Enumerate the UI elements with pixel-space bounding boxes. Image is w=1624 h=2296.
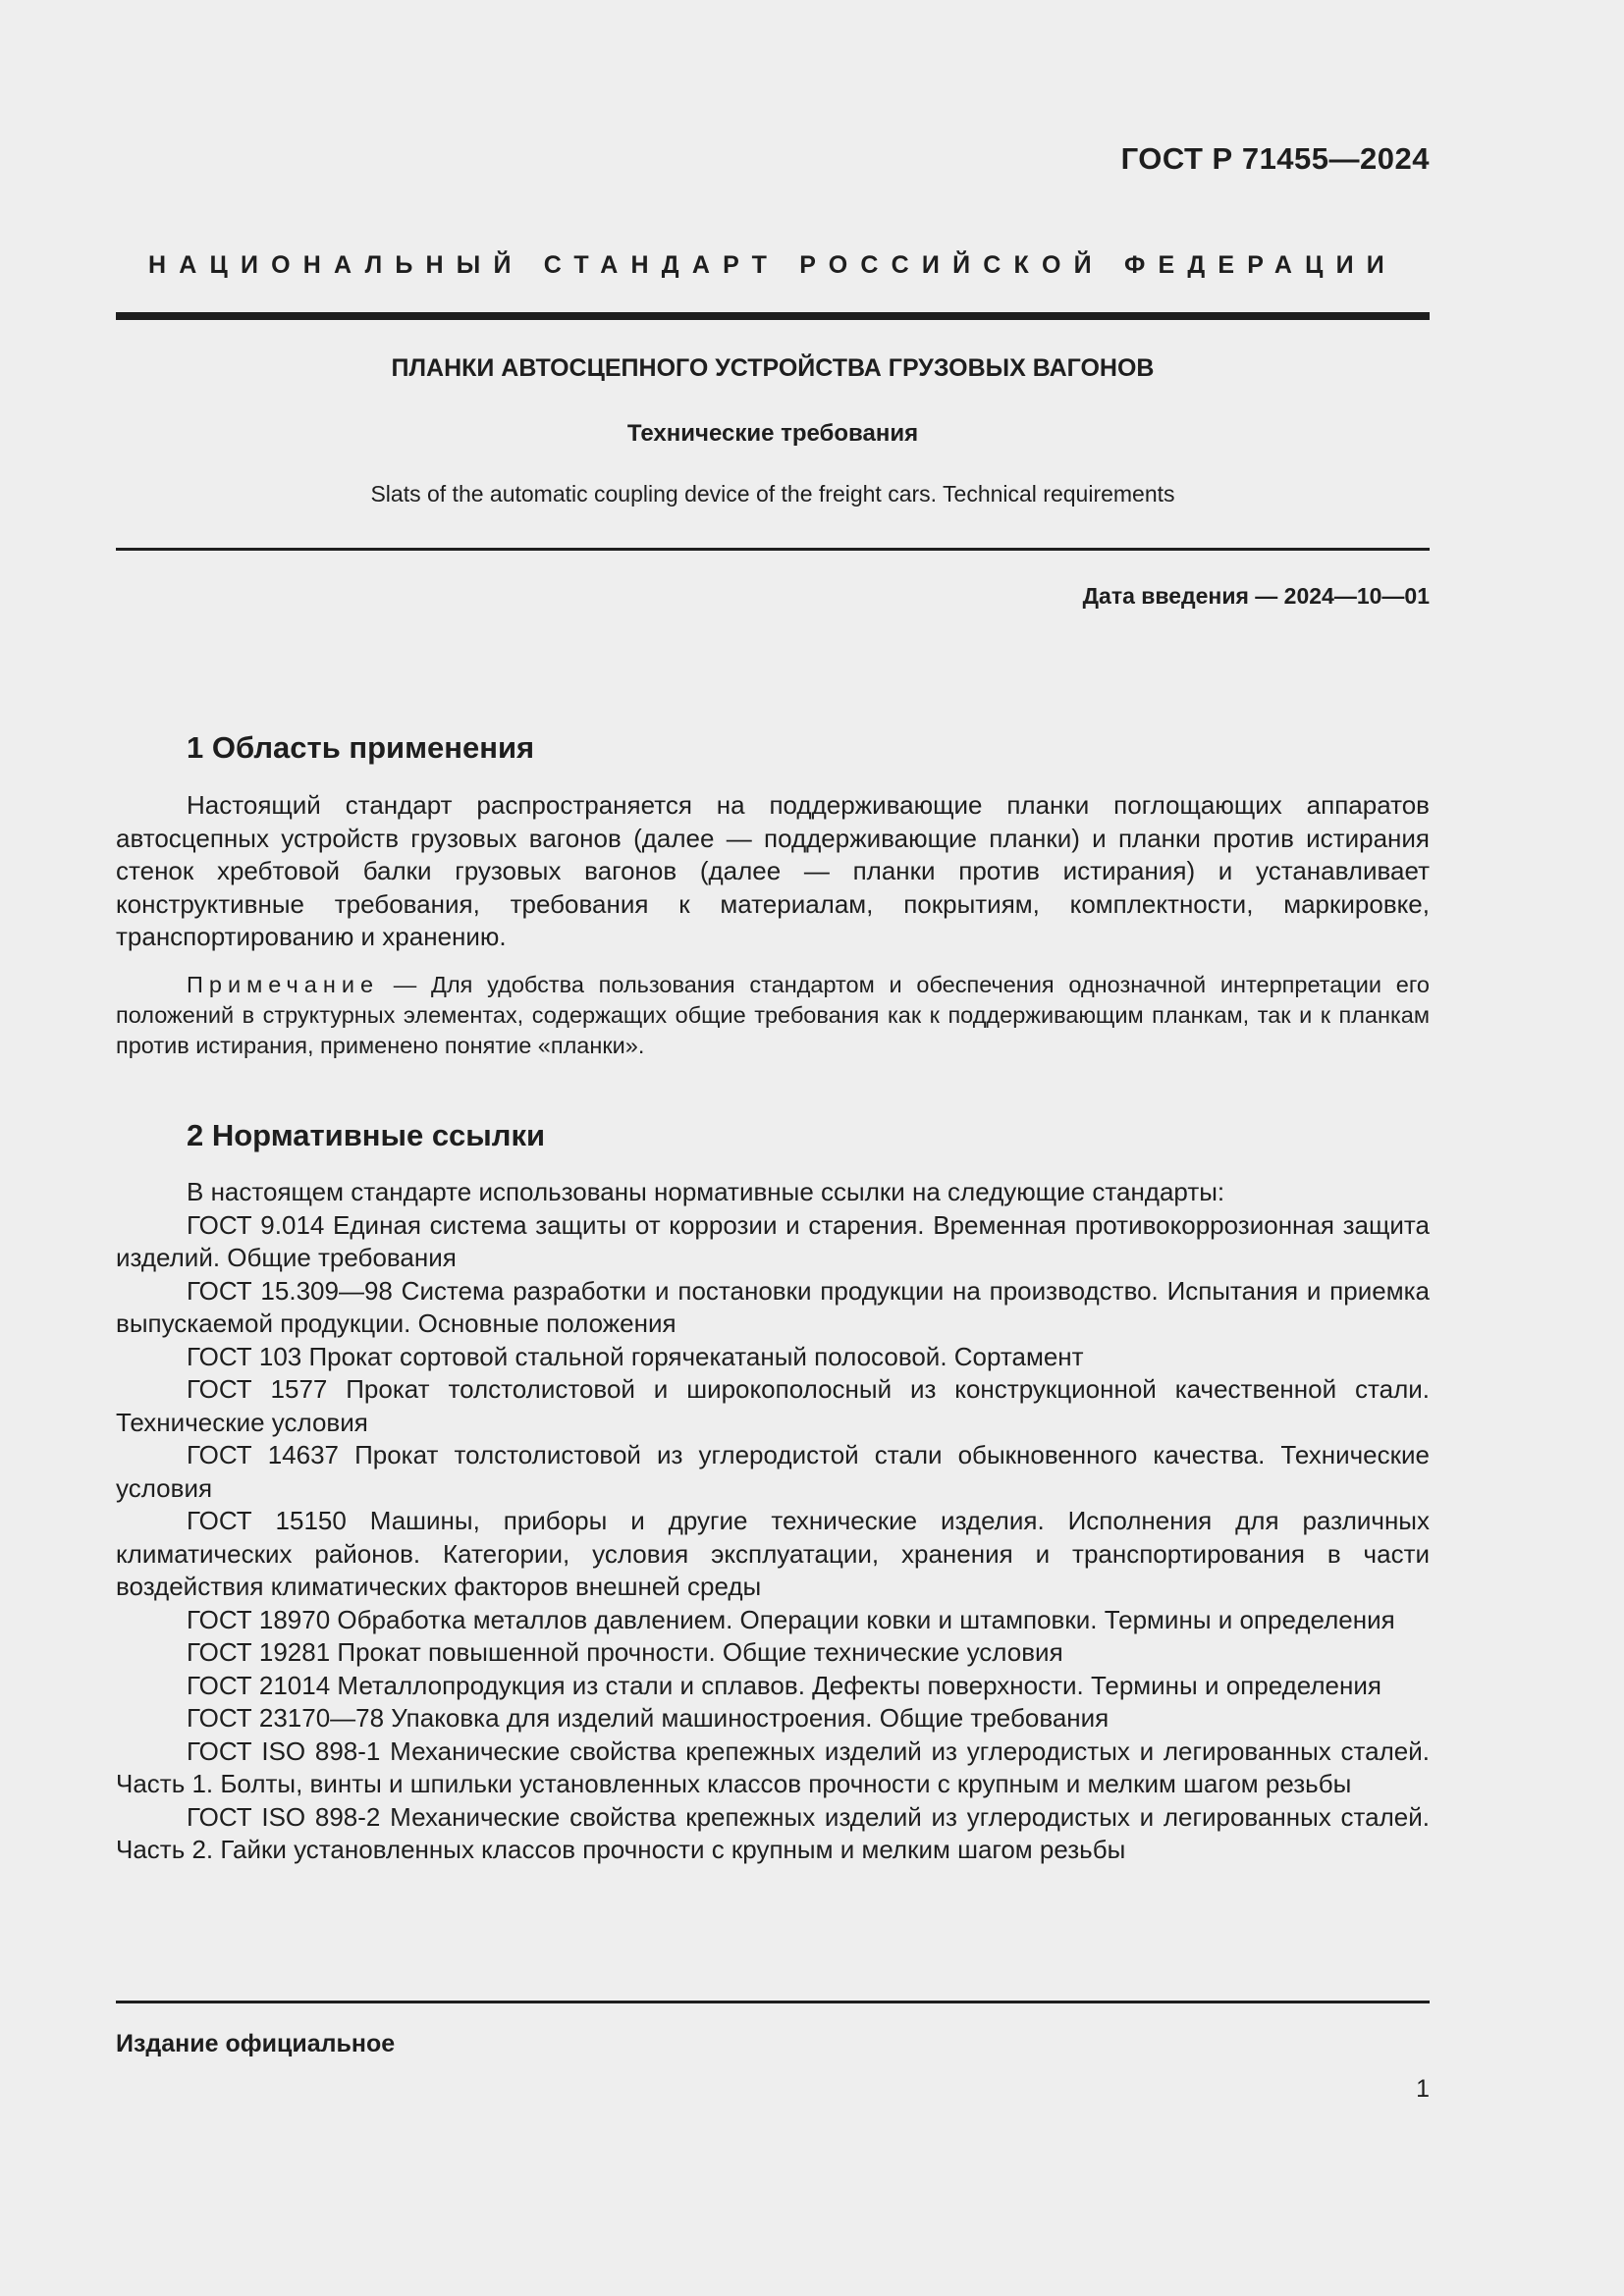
document-number: ГОСТ Р 71455—2024: [1120, 141, 1430, 176]
references-intro: В настоящем стандарте использованы нормативные ссылки на следующие стандарты:: [187, 1177, 1225, 1206]
reference-item: ГОСТ 19281 Прокат повышенной прочности. Общие технические условия: [187, 1637, 1063, 1667]
page-number: 1: [1416, 2075, 1430, 2103]
document-title-english: Slats of the automatic coupling device of the freight cars. Technical requirements: [370, 481, 1175, 507]
document-subtitle: Технические требования: [626, 420, 919, 447]
national-standard-banner: НАЦИОНАЛЬНЫЙ СТАНДАРТ РОССИЙСКОЙ ФЕДЕРАЦИИ: [148, 251, 1397, 279]
reference-item: ГОСТ ISO 898-1 Механические свойства крепежных изделий из углеродистых и легированных сталей. Часть 1. Болты, винты и шпильки установленных классов прочности с крупным и мелким шагом резьбы: [116, 1735, 1430, 1798]
reference-item: ГОСТ 103 Прокат сортовой стальной горячекатаный полосовой. Сортамент: [187, 1341, 1084, 1371]
reference-item: ГОСТ 14637 Прокат толстолистовой из углеродистой стали обыкновенного качества. Технические условия: [116, 1440, 1430, 1503]
reference-item: ГОСТ 15150 Машины, приборы и другие технические изделия. Исполнения для различных климатических районов. Категории, условия эксплуатации, хранения и транспортирования в части воздействия климатических факторов внешней среды: [116, 1506, 1430, 1601]
note-label: Примечание: [187, 972, 380, 997]
normative-references-list: [116, 1176, 1430, 1867]
introduction-date: Дата введения — 2024—10—01: [1082, 583, 1430, 609]
section-1-heading: 1 Область применения: [187, 730, 535, 765]
reference-item: ГОСТ 21014 Металлопродукция из стали и сплавов. Дефекты поверхности. Термины и определения: [187, 1670, 1381, 1700]
reference-item: ГОСТ ISO 898-2 Механические свойства крепежных изделий из углеродистых и легированных сталей. Часть 2. Гайки установленных классов прочности с крупным и мелким шагом резьбы: [116, 1801, 1430, 1864]
header-thick-rule: [116, 312, 1430, 320]
section-2-heading: 2 Нормативные ссылки: [187, 1118, 546, 1152]
reference-item: ГОСТ 1577 Прокат толстолистовой и широкополосный из конструкционной качественной стали. Технические условия: [116, 1374, 1430, 1437]
document-title: ПЛАНКИ АВТОСЦЕПНОГО УСТРОЙСТВА ГРУЗОВЫХ ВАГОНОВ: [391, 354, 1155, 382]
title-rule: [116, 548, 1430, 551]
reference-item: ГОСТ 15.309—98 Система разработки и постановки продукции на производство. Испытания и приемка выпускаемой продукции. Основные положения: [116, 1275, 1430, 1338]
official-edition-label: Издание официальное: [116, 2030, 396, 2057]
footer-rule: [116, 2001, 1430, 2003]
section-1-note: [116, 970, 1430, 1061]
note-text: — Для удобства пользования стандартом и обеспечения однозначной интерпретации его положений в структурных элементах, содержащих общие требования как к поддерживающим планкам, так и к планкам против истирания, применено понятие «планки».: [116, 972, 1430, 1058]
section-1-paragraph: Настоящий стандарт распространяется на поддерживающие планки поглощающих аппаратов автосцепных устройств грузовых вагонов (далее — поддерживающие планки) и планки против истирания стенок хребтовой балки грузовых вагонов (далее — планки против истирания) и устанавливает конструктивные требования, требования к материалам, покрытиям, комплектности, маркировке, транспортированию и хранению.: [116, 790, 1430, 951]
reference-item: ГОСТ 9.014 Единая система защиты от коррозии и старения. Временная противокоррозионная защита изделий. Общие требования: [116, 1209, 1430, 1272]
reference-item: ГОСТ 18970 Обработка металлов давлением. Операции ковки и штамповки. Термины и определения: [187, 1604, 1395, 1634]
reference-item: ГОСТ 23170—78 Упаковка для изделий машиностроения. Общие требования: [187, 1703, 1110, 1733]
